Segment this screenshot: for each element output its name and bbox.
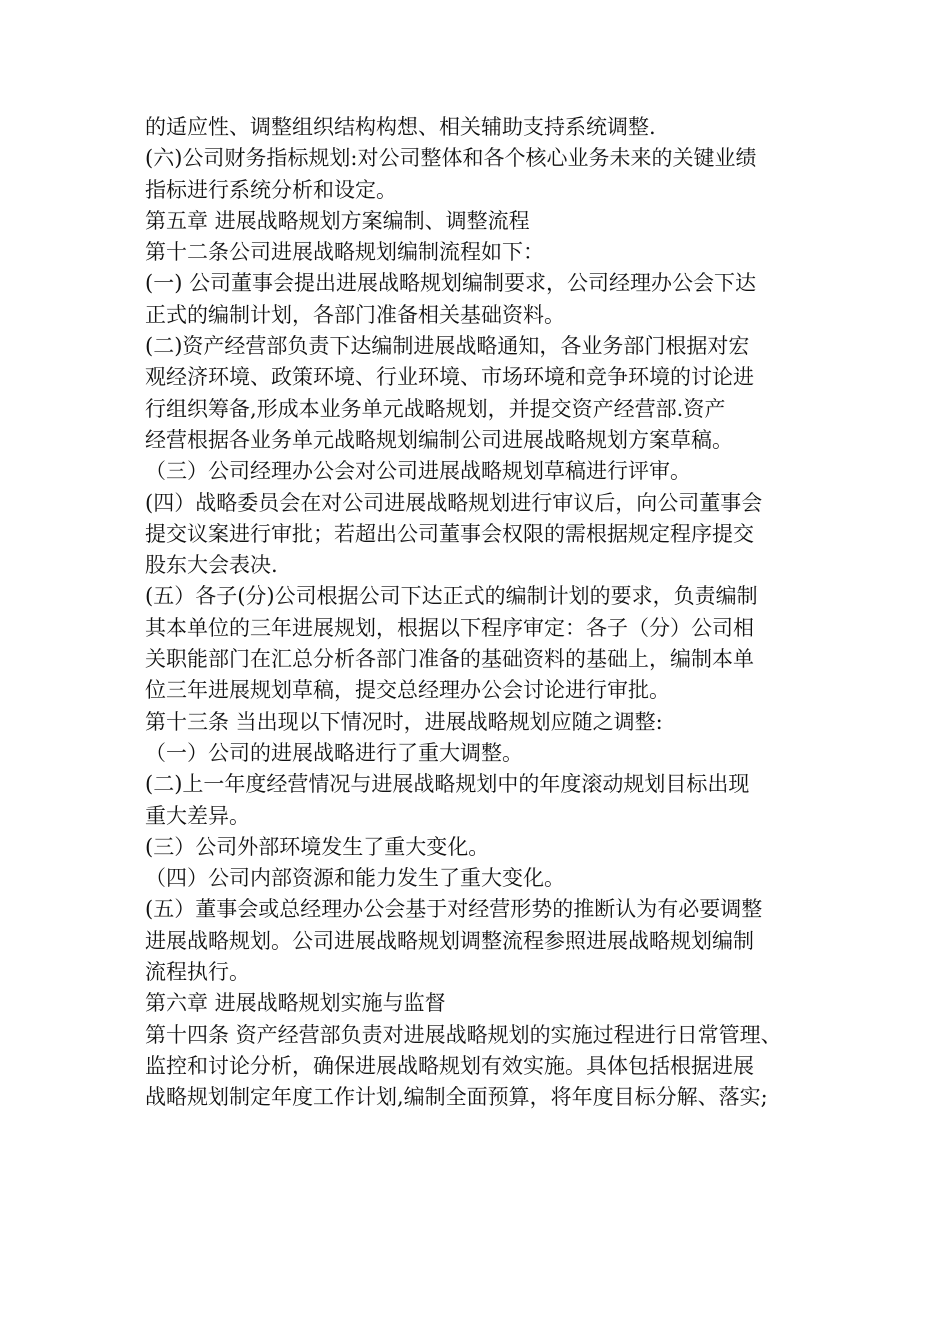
document-line: (三）公司外部环境发生了重大变化。 [145,834,490,859]
document-line: 股东大会表决. [145,553,278,578]
document-line: （三）公司经理办公会对公司进展战略规划草稿进行评审。 [145,459,691,484]
document-line: (五）各子(分)公司根据公司下达正式的编制计划的要求，负责编制 [145,584,758,609]
document-line: 其本单位的三年进展规划，根据以下程序审定：各子（分）公司相 [145,615,754,640]
document-line: 观经济环境、政策环境、行业环境、市场环境和竞争环境的讨论进 [145,365,754,390]
document-line: 指标进行系统分析和设定。 [145,177,397,202]
document-line: （四）公司内部资源和能力发生了重大变化。 [145,866,565,891]
document-line: (四）战略委员会在对公司进展战略规划进行审议后，向公司董事会 [145,490,763,515]
document-line: 位三年进展规划草稿，提交总经理办公会讨论进行审批。 [145,678,670,703]
document-line: (六)公司财务指标规划:对公司整体和各个核心业务未来的关键业绩 [145,146,757,171]
document-line: 第十四条 资产经营部负责对进展战略规划的实施过程进行日常管理、 [145,1022,782,1047]
document-line: (二)上一年度经营情况与进展战略规划中的年度滚动规划目标出现 [145,772,750,797]
document-line: 第十二条公司进展战略规划编制流程如下： [145,240,544,265]
document-line: (五）董事会或总经理办公会基于对经营形势的推断认为有必要调整 [145,897,763,922]
document-line: 监控和讨论分析，确保进展战略规划有效实施。具体包括根据进展 [145,1053,754,1078]
document-line: 的适应性、调整组织结构构想、相关辅助支持系统调整. [145,115,656,139]
document-line: 提交议案进行审批；若超出公司董事会权限的需根据规定程序提交 [145,521,754,546]
document-line: (二)资产经营部负责下达编制进展战略通知，各业务部门根据对宏 [145,334,750,359]
document-line: 流程执行。 [145,960,250,985]
document-line: 重大差异。 [145,803,250,828]
document-line: 关职能部门在汇总分析各部门准备的基础资料的基础上，编制本单 [145,647,754,672]
document-line: 第十三条 当出现以下情况时，进展战略规划应随之调整: [145,709,663,734]
document-line: 行组织筹备,形成本业务单元战略规划，并提交资产经营部.资产 [145,396,726,421]
document-body [145,112,825,1114]
document-line: （一）公司的进展战略进行了重大调整。 [145,740,523,765]
document-line: 经营根据各业务单元战略规划编制公司进展战略规划方案草稿。 [145,427,733,452]
document-line: 战略规划制定年度工作计划,编制全面预算，将年度目标分解、落实; [145,1085,768,1110]
document-line: 第六章 进展战略规划实施与监督 [145,991,446,1016]
document-line: 进展战略规划。公司进展战略规划调整流程参照进展战略规划编制 [145,928,754,953]
document-line: 第五章 进展战略规划方案编制、调整流程 [145,208,530,233]
document-line: 正式的编制计划，各部门准备相关基础资料。 [145,302,565,327]
document-line: (一) 公司董事会提出进展战略规划编制要求，公司经理办公会下达 [145,271,757,296]
